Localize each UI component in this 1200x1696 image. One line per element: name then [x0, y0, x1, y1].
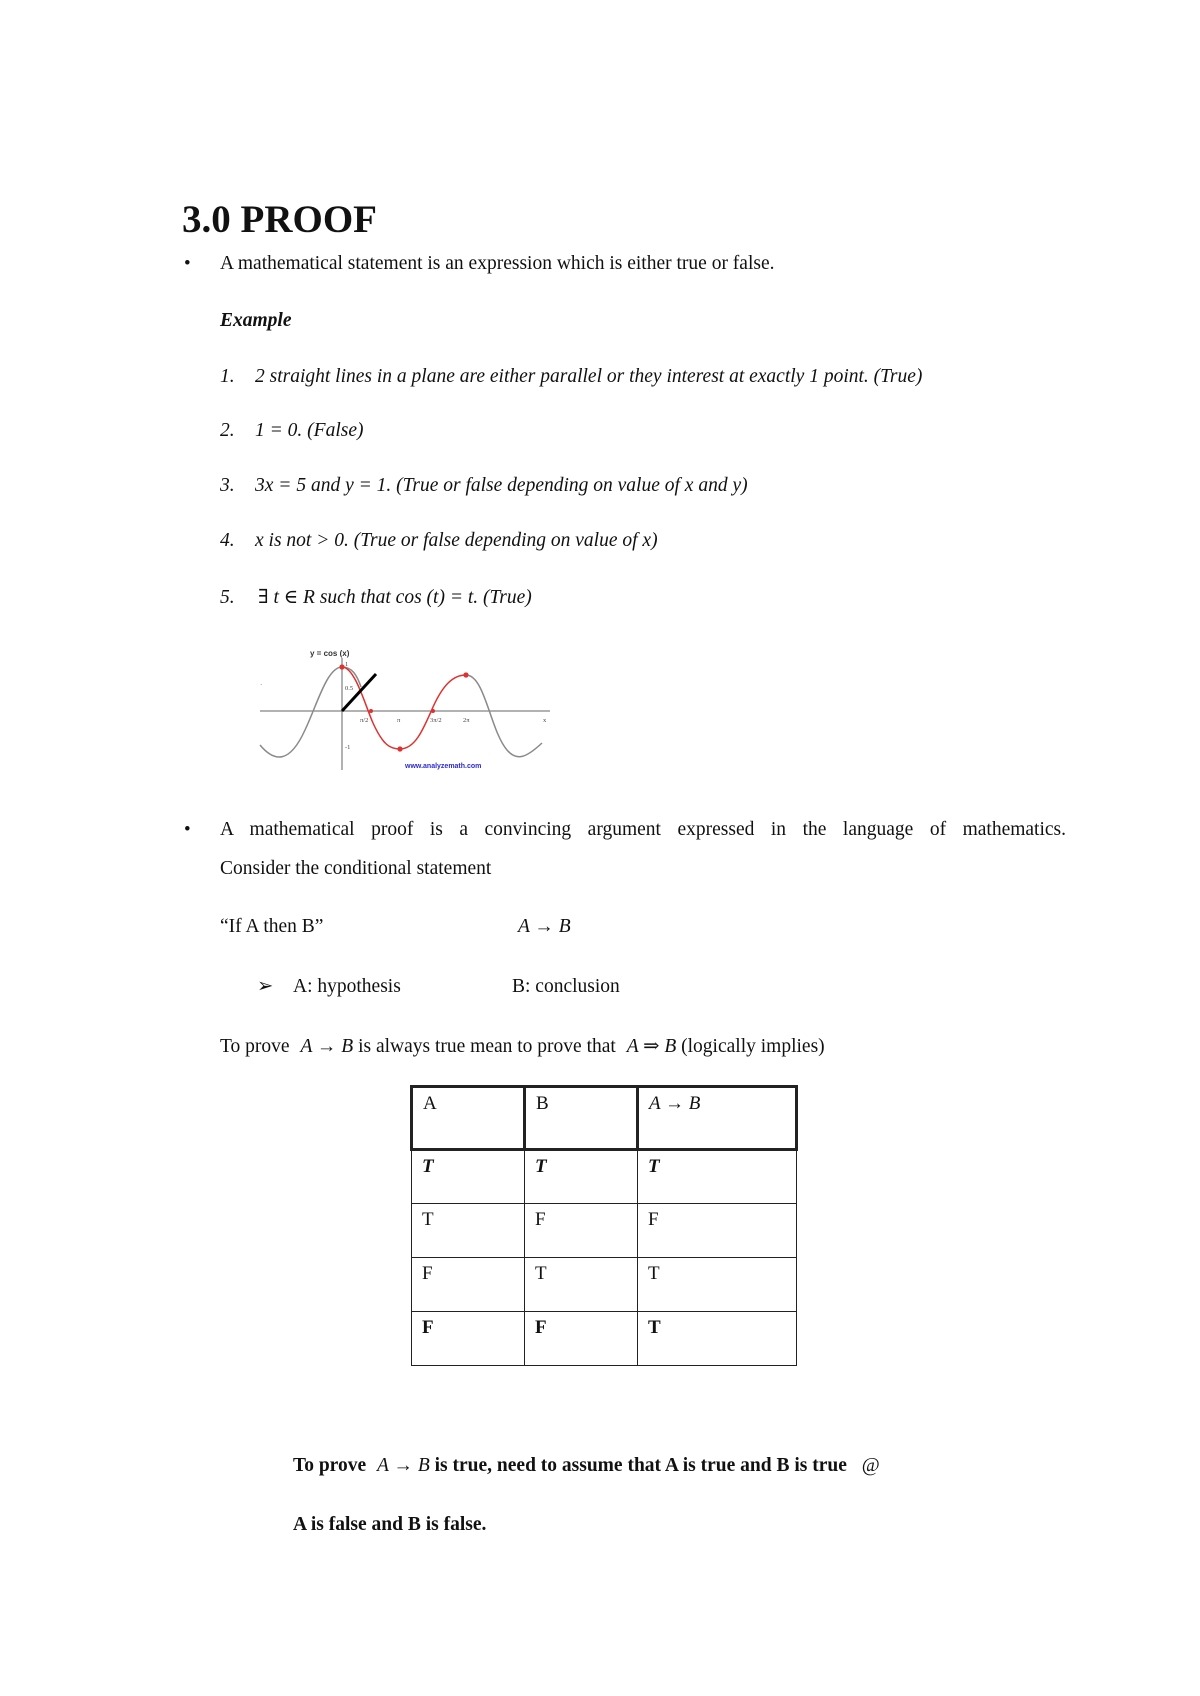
- table-header-cell: A: [412, 1087, 525, 1150]
- y-tick-label: 0.5: [345, 685, 354, 692]
- table-row: [412, 1204, 797, 1258]
- arrow-bullet-icon: ➢: [257, 976, 274, 997]
- conclusion-line-2: A is false and B is false.: [293, 1514, 487, 1535]
- table-cell: F: [412, 1312, 525, 1366]
- graph-point: [463, 672, 468, 677]
- example-text: 2 straight lines in a plane are either parallel or they interest at exactly 1 point. (True): [255, 366, 923, 387]
- bullet-dot: •: [184, 819, 191, 840]
- table-row: [412, 1258, 797, 1312]
- conditional-symbol: A → B: [518, 916, 571, 937]
- conclusion-text: To prove: [293, 1455, 367, 1476]
- prove-text: (logically implies): [681, 1036, 825, 1057]
- conclusion-at: @: [861, 1455, 880, 1476]
- x-tick-label: 2π: [463, 717, 470, 724]
- cosine-highlight: [342, 667, 466, 749]
- table-row: [412, 1312, 797, 1366]
- bullet-2-line-1: A mathematical proof is a convincing argument expressed in the language of mathematics.: [220, 819, 1066, 840]
- x-tick-label: π: [397, 717, 401, 724]
- table-header-cell: A → B: [638, 1087, 797, 1150]
- table-row: [412, 1150, 797, 1204]
- line-y-equals-x: [342, 674, 376, 711]
- bullet-2-line-2: Consider the conditional statement: [220, 858, 492, 879]
- x-tick-label: π/2: [360, 717, 369, 724]
- conditional-quote: “If A then B”: [220, 916, 324, 937]
- x-tick-label: 3π/2: [430, 717, 442, 724]
- conclusion-text: is true, need to assume that A is true and B is true: [434, 1455, 847, 1476]
- example-number: 2.: [220, 420, 235, 441]
- example-number: 5.: [220, 587, 235, 608]
- cosine-curve: [466, 675, 542, 757]
- conclusion-line-1: [293, 1453, 880, 1479]
- page-title: 3.0 PROOF: [182, 198, 377, 241]
- example-text: 3x = 5 and y = 1. (True or false depending on value of x and y): [255, 475, 748, 496]
- example-text: x is not > 0. (True or false depending on value of x): [255, 530, 658, 551]
- graph-title: y = cos (x): [310, 649, 350, 658]
- graph-point: [339, 664, 344, 669]
- table-cell: T: [525, 1258, 638, 1312]
- prove-math: A ⇒ B: [626, 1036, 677, 1057]
- prove-math: A → B: [300, 1036, 354, 1057]
- x-tick-label: x: [543, 717, 547, 724]
- conclusion-math: A → B: [377, 1455, 430, 1476]
- bullet-dot: •: [184, 253, 191, 274]
- graph-point: [397, 746, 402, 751]
- graph-point: [369, 709, 373, 713]
- table-header-row: [412, 1087, 797, 1150]
- prove-text: To prove: [220, 1036, 290, 1057]
- prove-text: is always true mean to prove that: [358, 1036, 616, 1057]
- example-number: 1.: [220, 366, 235, 387]
- svg-text:·: ·: [260, 681, 263, 689]
- hypothesis-label: A: hypothesis: [293, 976, 401, 997]
- example-text: ∃ t ∈ R such that cos (t) = t. (True): [258, 587, 532, 608]
- example-text: 1 = 0. (False): [255, 420, 364, 441]
- example-number: 3.: [220, 475, 235, 496]
- table-cell: T: [412, 1150, 525, 1204]
- prove-line: [220, 1034, 825, 1060]
- bullet-1-text: A mathematical statement is an expression which is either true or false.: [220, 253, 775, 274]
- table-cell: F: [412, 1258, 525, 1312]
- table-cell: T: [412, 1204, 525, 1258]
- table-header-cell: B: [525, 1087, 638, 1150]
- table-cell: F: [638, 1204, 797, 1258]
- table-cell: F: [525, 1204, 638, 1258]
- graph-point: [431, 709, 435, 713]
- y-tick-label: 1: [345, 661, 349, 668]
- example-label: Example: [220, 310, 292, 331]
- table-cell: F: [525, 1312, 638, 1366]
- cosine-graph: [255, 645, 555, 775]
- truth-table: [410, 1085, 798, 1366]
- table-cell: T: [638, 1150, 797, 1204]
- conclusion-label: B: conclusion: [512, 976, 620, 997]
- table-cell: T: [525, 1150, 638, 1204]
- table-cell: T: [638, 1312, 797, 1366]
- table-cell: T: [638, 1258, 797, 1312]
- y-tick-label: -1: [345, 744, 351, 751]
- graph-source-url: www.analyzemath.com: [405, 763, 482, 770]
- example-number: 4.: [220, 530, 235, 551]
